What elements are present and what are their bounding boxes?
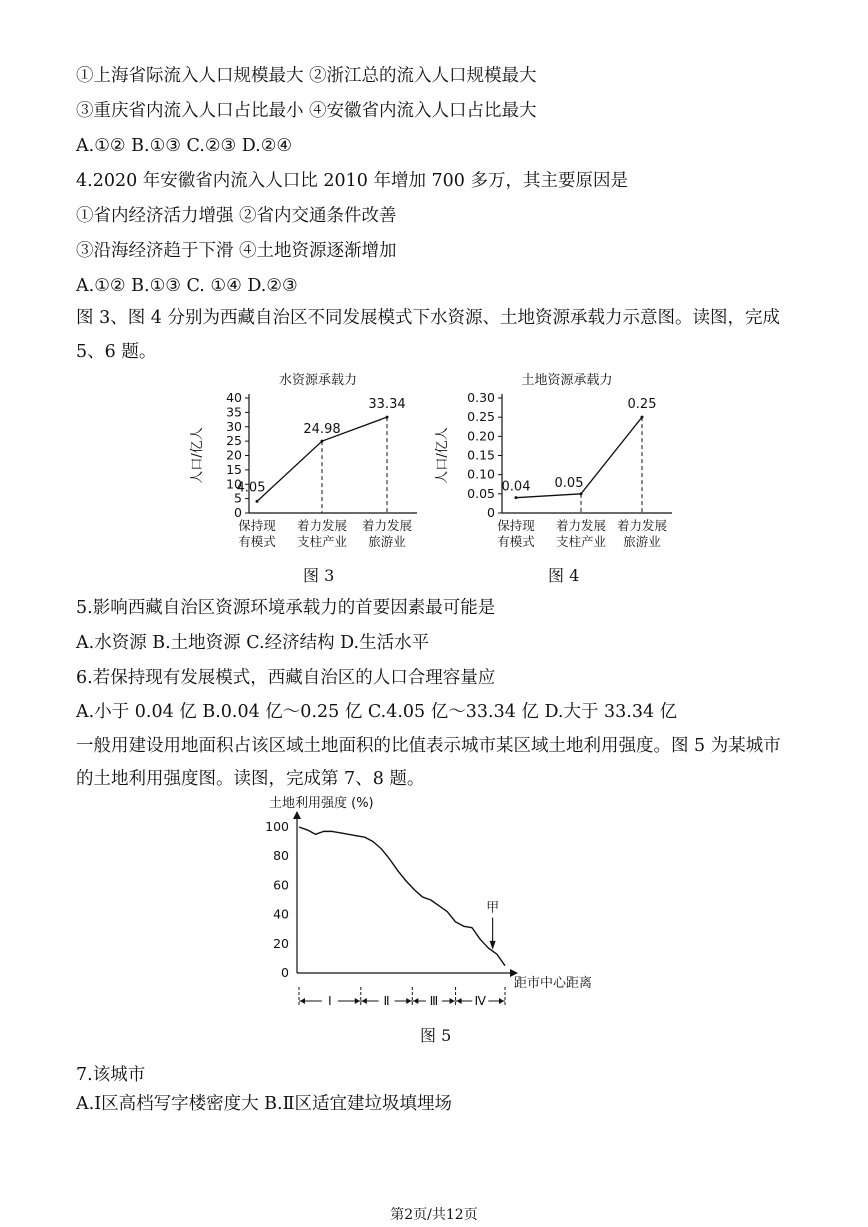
zone-arrow-left xyxy=(413,998,418,1004)
data-point xyxy=(321,440,324,443)
annotation-label: 甲 xyxy=(486,900,500,916)
text-line: A.小于 0.04 亿 B.0.04 亿～0.25 亿 C.4.05 亿～33.34 亿 D.大于 33.34 亿 xyxy=(76,702,678,722)
zone-label: Ⅲ xyxy=(429,993,439,1008)
chart-title: 土地资源承载力 xyxy=(521,373,613,388)
y-tick-label: 80 xyxy=(273,848,289,864)
text-line: 7.该城市 xyxy=(76,1065,146,1085)
data-label: 0.05 xyxy=(554,475,584,491)
figure-caption: 图 4 xyxy=(548,566,580,585)
y-tick-label: 0 xyxy=(487,505,495,520)
text-line: ③重庆省内流入人口占比最小 ④安徽省内流入人口占比最大 xyxy=(76,101,537,121)
text-line: ③沿海经济趋于下滑 ④土地资源逐渐增加 xyxy=(76,241,397,261)
y-tick-label: 15 xyxy=(226,461,242,477)
series-line xyxy=(299,827,505,966)
text-line: A.Ⅰ区高档写字楼密度大 B.Ⅱ区适宜建垃圾填埋场 xyxy=(76,1094,452,1114)
zone-label: Ⅰ xyxy=(328,993,332,1008)
annotation-arrowhead xyxy=(490,941,496,950)
text-line: A.①② B.①③ C. ①④ D.②③ xyxy=(76,276,298,296)
category-label: 保持现 xyxy=(497,518,535,533)
text-line: A.①② B.①③ C.②③ D.②④ xyxy=(76,136,293,156)
data-label: 0.25 xyxy=(627,397,657,413)
data-point xyxy=(256,500,259,503)
y-tick-label: 40 xyxy=(273,906,289,922)
y-axis-label: 人口/亿人 xyxy=(435,427,450,484)
category-label: 旅游业 xyxy=(368,534,406,549)
text-line: 5、6 题。 xyxy=(76,342,157,362)
y-tick-label: 0.25 xyxy=(467,409,495,425)
zone-arrow-right xyxy=(406,998,411,1004)
category-label: 着力发展 xyxy=(361,518,413,533)
category-label: 着力发展 xyxy=(296,518,348,533)
category-label: 有模式 xyxy=(497,534,535,549)
y-tick-label: 0.15 xyxy=(467,447,495,463)
y-tick-label: 20 xyxy=(273,935,289,951)
data-label: 4.05 xyxy=(236,480,266,496)
data-point xyxy=(580,492,583,495)
data-point xyxy=(641,416,644,419)
y-tick-label: 100 xyxy=(265,819,289,834)
figure-5-chart xyxy=(255,793,625,1018)
data-point xyxy=(386,416,389,419)
y-tick-label: 0.10 xyxy=(467,466,495,482)
text-line: 图 3、图 4 分别为西藏自治区不同发展模式下水资源、土地资源承载力示意图。读图，完成 xyxy=(76,308,780,328)
y-tick-label: 30 xyxy=(226,418,242,434)
text-line: 5.影响西藏自治区资源环境承载力的首要因素最可能是 xyxy=(76,598,496,618)
category-label: 旅游业 xyxy=(623,534,661,549)
zone-arrow-left xyxy=(300,998,305,1004)
data-label: 33.34 xyxy=(368,397,406,413)
data-label: 24.98 xyxy=(303,422,341,438)
y-tick-label: 40 xyxy=(226,390,242,405)
y-axis-label: 人口/亿人 xyxy=(190,427,205,484)
page-footer: 第2页/共12页 xyxy=(390,1207,478,1223)
figure-caption: 图 5 xyxy=(420,1026,452,1045)
y-tick-label: 0.05 xyxy=(467,485,495,501)
text-line: 6.若保持现有发展模式，西藏自治区的人口合理容量应 xyxy=(76,668,496,688)
y-tick-label: 0.30 xyxy=(467,390,495,405)
y-tick-label: 35 xyxy=(226,404,242,420)
text-line: ①上海省际流入人口规模最大 ②浙江总的流入人口规模最大 xyxy=(76,66,537,86)
figure-caption: 图 3 xyxy=(303,566,335,585)
text-line: ①省内经济活力增强 ②省内交通条件改善 xyxy=(76,206,397,226)
category-label: 支柱产业 xyxy=(555,534,607,549)
zone-arrow-right xyxy=(450,998,455,1004)
y-tick-label: 25 xyxy=(226,433,242,449)
y-tick-label: 0 xyxy=(234,505,242,520)
zone-arrow-right xyxy=(355,998,360,1004)
chart-title: 水资源承载力 xyxy=(278,373,358,388)
figure-4-chart xyxy=(432,370,682,555)
zone-arrow-left xyxy=(362,998,367,1004)
category-label: 着力发展 xyxy=(555,518,607,533)
y-tick-label: 20 xyxy=(226,447,242,463)
y-tick-label: 10 xyxy=(226,476,242,492)
data-point xyxy=(515,496,518,499)
category-label: 保持现 xyxy=(238,518,276,533)
y-tick-label: 60 xyxy=(273,877,289,893)
category-label: 有模式 xyxy=(238,534,276,549)
category-label: 支柱产业 xyxy=(296,534,348,549)
y-tick-label: 5 xyxy=(234,490,242,506)
y-axis-arrow xyxy=(293,811,301,819)
text-line: 4.2020 年安徽省内流入人口比 2010 年增加 700 多万，其主要原因是 xyxy=(76,171,628,191)
x-axis-label: 距市中心距离 xyxy=(514,976,593,991)
data-label: 0.04 xyxy=(501,479,531,495)
text-line: 一般用建设用地面积占该区域土地面积的比值表示城市某区域土地利用强度。图 5 为某城市 xyxy=(76,736,781,756)
zone-arrow-left xyxy=(457,998,462,1004)
category-label: 着力发展 xyxy=(616,518,668,533)
text-line: 的土地利用强度图。读图，完成第 7、8 题。 xyxy=(76,769,425,789)
y-tick-label: 0.20 xyxy=(467,428,495,444)
y-tick-label: 0 xyxy=(281,965,289,980)
text-line: A.水资源 B.土地资源 C.经济结构 D.生活水平 xyxy=(76,633,430,653)
zone-label: Ⅱ xyxy=(383,993,390,1008)
figure-3-chart xyxy=(185,370,425,555)
zone-arrow-right xyxy=(499,998,504,1004)
zone-label: Ⅳ xyxy=(474,993,487,1008)
y-axis-label: 土地利用强度 (%) xyxy=(269,796,374,811)
